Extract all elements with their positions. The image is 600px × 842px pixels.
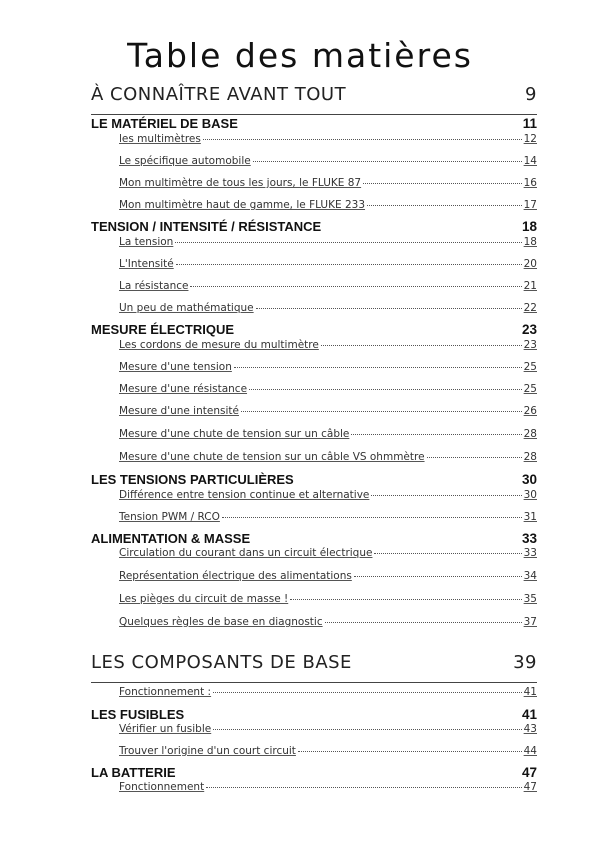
toc-entry[interactable] (119, 781, 537, 793)
part-label: LES COMPOSANTS DE BASE (91, 652, 352, 673)
dot-leader (206, 787, 521, 788)
dot-leader (371, 495, 521, 496)
chapter-heading[interactable] (91, 765, 537, 780)
entry-label: Représentation électrique des alimentations (119, 570, 352, 582)
chapter-heading[interactable] (91, 116, 537, 131)
chapter-page: 47 (521, 765, 537, 780)
entry-label: Un peu de mathématique (119, 302, 254, 314)
chapter-page: 11 (522, 116, 537, 131)
dot-leader (363, 183, 522, 184)
entry-page: 26 (523, 405, 537, 417)
chapter-label: LE MATÉRIEL DE BASE (91, 116, 238, 131)
entry-page: 37 (523, 616, 537, 628)
dot-leader (321, 345, 522, 346)
toc-entry[interactable] (119, 616, 537, 628)
entry-page: 17 (523, 199, 537, 211)
entry-page: 25 (523, 361, 537, 373)
chapter-page: 23 (521, 322, 537, 337)
entry-label: La résistance (119, 280, 189, 292)
chapter-label: TENSION / INTENSITÉ / RÉSISTANCE (91, 219, 322, 234)
dot-leader (290, 599, 521, 600)
toc-entry[interactable] (119, 155, 537, 167)
dot-leader (256, 308, 522, 309)
chapter-heading[interactable] (91, 219, 537, 234)
toc-entry[interactable] (119, 199, 537, 211)
chapter-label: LA BATTERIE (91, 765, 176, 780)
toc-entry[interactable] (119, 723, 537, 735)
toc-entry[interactable] (119, 383, 537, 395)
chapter-heading[interactable] (91, 707, 537, 722)
toc-entry[interactable] (119, 547, 537, 559)
entry-label: Mesure d'une chute de tension sur un câble (119, 428, 350, 440)
dot-leader (175, 242, 521, 243)
toc-entry[interactable] (119, 593, 537, 605)
entry-page: 31 (523, 511, 537, 523)
dot-leader (213, 692, 522, 693)
dot-leader (222, 517, 522, 518)
entry-page: 41 (523, 686, 537, 698)
entry-label: Tension PWM / RCO (119, 511, 220, 523)
toc-entry[interactable] (119, 570, 537, 582)
part-label: À CONNAÎTRE AVANT TOUT (91, 84, 347, 105)
entry-label: Fonctionnement (119, 781, 205, 793)
toc-entry[interactable] (119, 489, 537, 501)
dot-leader (325, 622, 522, 623)
entry-page: 21 (523, 280, 537, 292)
chapter-heading[interactable] (91, 322, 537, 337)
entry-page: 25 (523, 383, 537, 395)
chapter-page: 33 (521, 531, 537, 546)
page-title: Table des matières (127, 36, 473, 75)
dot-leader (253, 161, 522, 162)
entry-label: Fonctionnement : (119, 686, 212, 698)
entry-page: 14 (523, 155, 537, 167)
toc-entry[interactable] (119, 236, 537, 248)
entry-page: 16 (523, 177, 537, 189)
dot-leader (351, 434, 521, 435)
entry-label: Circulation du courant dans un circuit électrique (119, 547, 373, 559)
entry-page: 23 (523, 339, 537, 351)
entry-page: 43 (523, 723, 537, 735)
part-page: 39 (513, 652, 537, 673)
chapter-page: 30 (521, 472, 537, 487)
entry-label: Quelques règles de base en diagnostic (119, 616, 323, 628)
entry-page: 33 (523, 547, 537, 559)
entry-label: Trouver l'origine d'un court circuit (119, 745, 296, 757)
entry-label: La tension (119, 236, 174, 248)
dot-leader (298, 751, 522, 752)
toc-entry[interactable] (119, 451, 537, 463)
entry-label: Les pièges du circuit de masse ! (119, 593, 289, 605)
toc-entry[interactable] (119, 745, 537, 757)
chapter-page: 18 (521, 219, 537, 234)
dot-leader (354, 576, 522, 577)
toc-entry[interactable] (119, 302, 537, 314)
entry-label: Vérifier un fusible (119, 723, 212, 735)
entry-label: Mesure d'une tension (119, 361, 232, 373)
part-page: 9 (525, 84, 537, 105)
dot-leader (374, 553, 521, 554)
toc-entry[interactable] (119, 280, 537, 292)
chapter-page: 41 (521, 707, 537, 722)
entry-label: Mon multimètre de tous les jours, le FLUKE 87 (119, 177, 362, 189)
entry-label: Mesure d'une résistance (119, 383, 248, 395)
dot-leader (234, 367, 522, 368)
dot-leader (190, 286, 521, 287)
entry-label: Mesure d'une intensité (119, 405, 239, 417)
entry-label: Les cordons de mesure du multimètre (119, 339, 319, 351)
chapter-heading[interactable] (91, 531, 537, 546)
entry-page: 12 (523, 133, 537, 145)
toc-entry[interactable] (119, 511, 537, 523)
entry-page: 47 (523, 781, 537, 793)
toc-entry[interactable] (119, 361, 537, 373)
entry-page: 28 (523, 428, 537, 440)
toc-entry[interactable] (119, 133, 537, 145)
dot-leader (241, 411, 522, 412)
toc-entry[interactable] (119, 428, 537, 440)
toc-entry[interactable] (119, 339, 537, 351)
entry-label: les multimètres (119, 133, 201, 145)
chapter-label: LES FUSIBLES (91, 707, 185, 722)
entry-label: Mesure d'une chute de tension sur un câble VS ohmmètre (119, 451, 425, 463)
part-heading[interactable] (91, 652, 537, 683)
dot-leader (427, 457, 522, 458)
dot-leader (249, 389, 522, 390)
entry-label: L'Intensité (119, 258, 174, 270)
chapter-label: MESURE ÉLECTRIQUE (91, 322, 235, 337)
toc-entry[interactable] (119, 686, 537, 698)
chapter-heading[interactable] (91, 472, 537, 487)
dot-leader (213, 729, 521, 730)
entry-page: 28 (523, 451, 537, 463)
toc-entry[interactable] (119, 405, 537, 417)
entry-page: 18 (523, 236, 537, 248)
entry-page: 20 (523, 258, 537, 270)
chapter-label: LES TENSIONS PARTICULIÈRES (91, 472, 294, 487)
chapter-label: ALIMENTATION & MASSE (91, 531, 251, 546)
toc-entry[interactable] (119, 258, 537, 270)
entry-page: 35 (523, 593, 537, 605)
toc-entry[interactable] (119, 177, 537, 189)
entry-label: Le spécifique automobile (119, 155, 251, 167)
entry-label: Différence entre tension continue et alternative (119, 489, 370, 501)
dot-leader (203, 139, 522, 140)
dot-leader (176, 264, 522, 265)
dot-leader (367, 205, 522, 206)
entry-page: 22 (523, 302, 537, 314)
entry-page: 44 (523, 745, 537, 757)
part-heading[interactable] (91, 84, 537, 115)
entry-page: 34 (523, 570, 537, 582)
entry-page: 30 (523, 489, 537, 501)
entry-label: Mon multimètre haut de gamme, le FLUKE 233 (119, 199, 366, 211)
